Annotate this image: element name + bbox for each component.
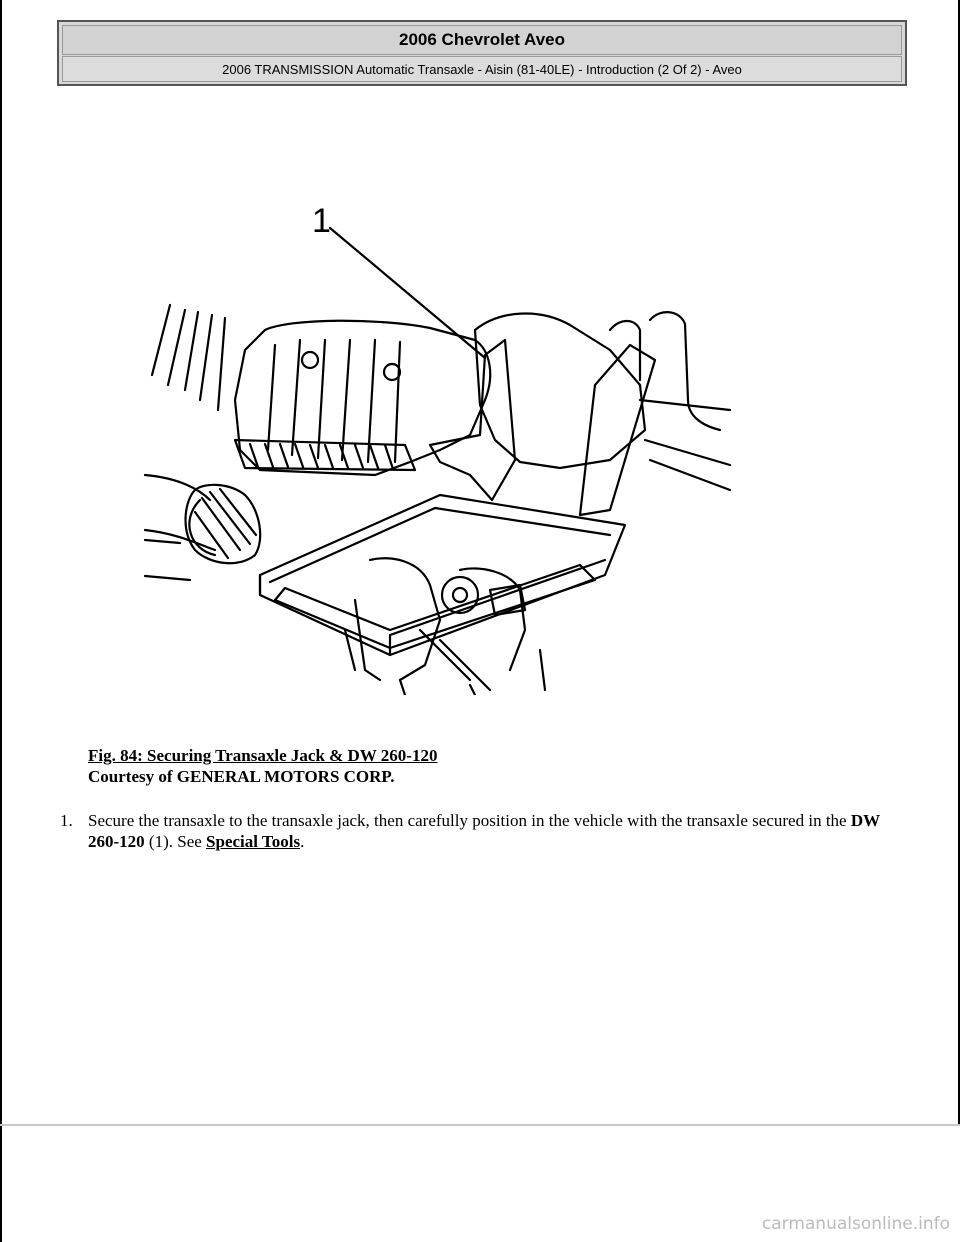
upper-right-assembly [475,314,645,468]
right-lines [640,400,730,490]
step-text-part: Secure the transaxle to the transaxle jack, then carefully position in the vehicle with the transaxle secured in the [88,811,851,830]
step-text-end: . [300,832,305,851]
page-bottom-border [0,1124,960,1126]
header-subtitle-band [62,56,902,82]
lower-bracket [345,600,380,680]
step-number: 1. [60,811,73,830]
mount-bushing-center [453,588,467,602]
jack-bracket-left-arm [430,340,515,500]
left-lower-line [145,540,190,580]
document-header [57,20,907,86]
header-title-band [62,25,902,55]
callout-number: 1 [312,202,331,240]
tool-name: DW 260-120 [88,811,880,851]
document-subtitle: 2006 TRANSMISSION Automatic Transaxle - Aisin (81-40LE) - Introduction (2 Of 2) - Aveo [222,61,742,77]
callout-leader [330,228,485,358]
right-hose [610,312,720,430]
transaxle-jack-illustration [140,200,740,695]
document-title: 2006 Chevrolet Aveo [399,30,565,49]
lower-mount [370,558,525,680]
special-tools-link[interactable]: Special Tools [206,832,301,851]
grille-hatching [250,444,393,469]
bolt [302,352,318,368]
transaxle-housing [235,321,490,475]
step-text [88,810,888,852]
figure-caption [88,745,437,787]
step-text-part: (1). See [144,832,207,851]
bolt [384,364,400,380]
figure-title-link[interactable]: Fig. 84: Securing Transaxle Jack & DW 260-120 [88,746,438,765]
mount-bushing [442,577,478,613]
figure-credit: Courtesy of GENERAL MOTORS CORP. [88,767,395,786]
left-hose-lines [152,305,225,410]
site-watermark: carmanualsonline.info [761,1214,950,1234]
coupler-ribs [195,489,256,558]
page-left-border [0,0,2,1242]
